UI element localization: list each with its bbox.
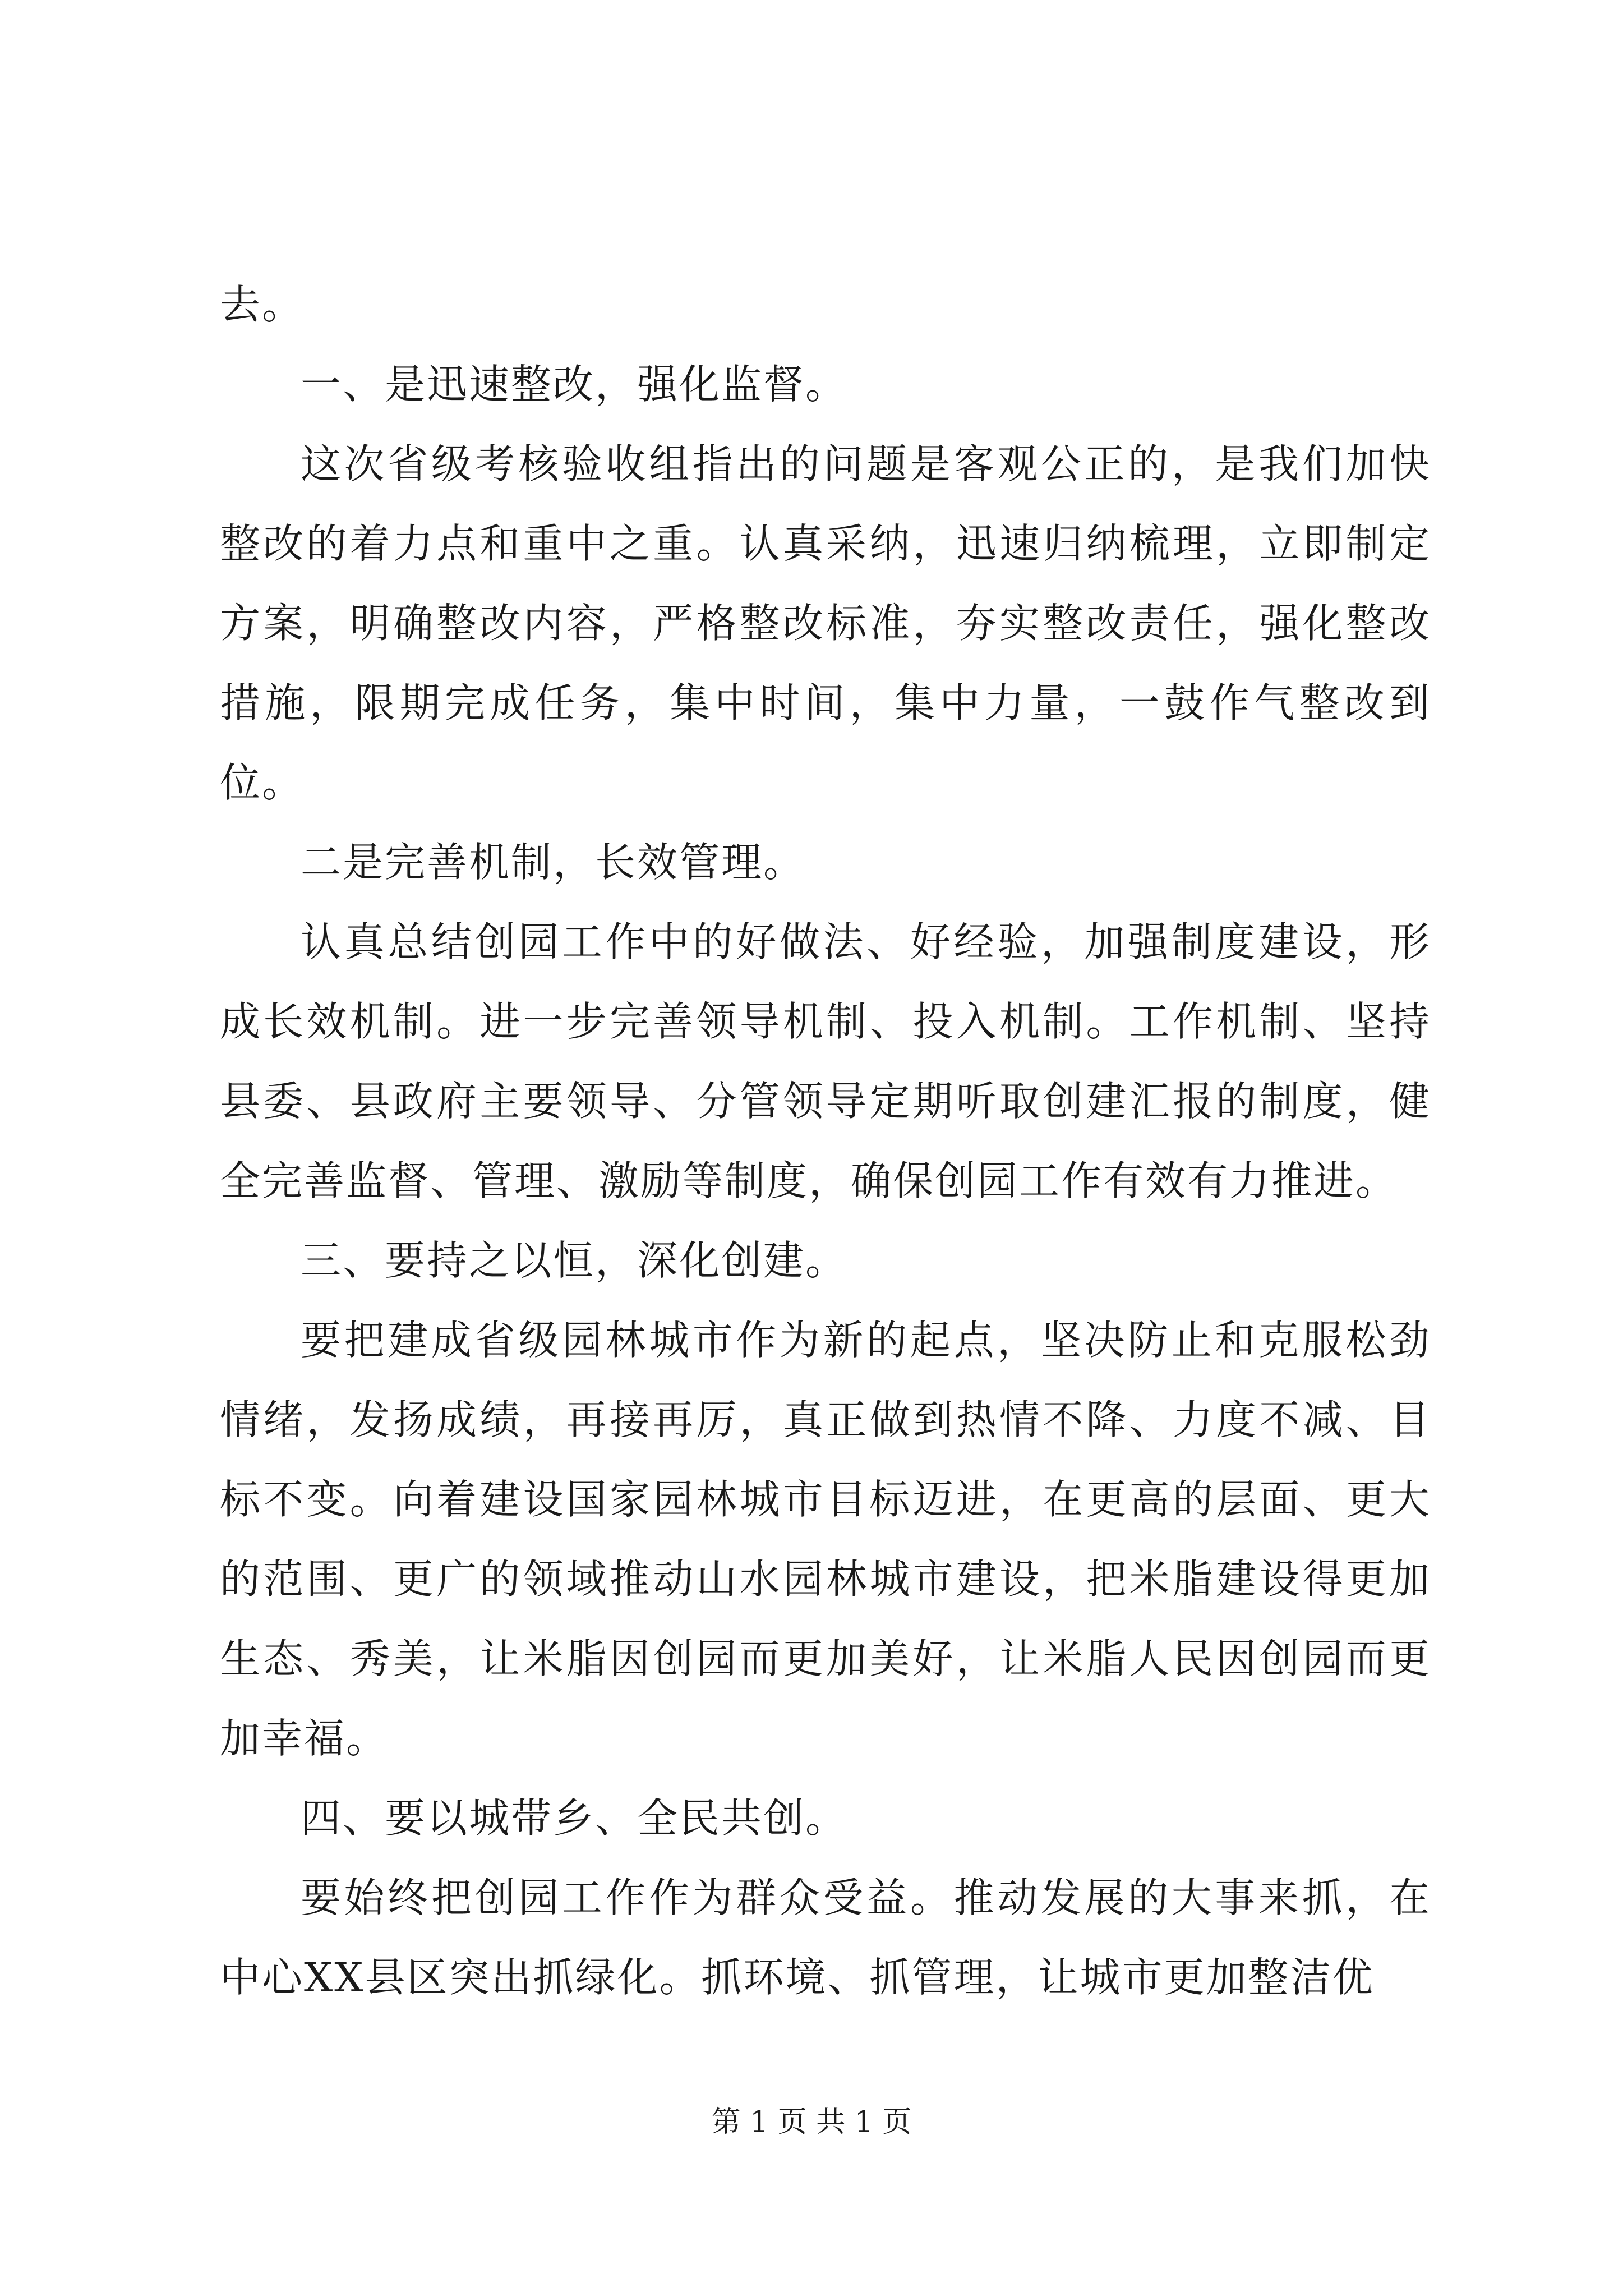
paragraph-8: 要始终把创园工作作为群众受益。推动发展的大事来抓，在中心XX县区突出抓绿化。抓环境、抓管理，让城市更加整洁优: [220, 1874, 1431, 2001]
paragraph-3-heading: 二是完善机制，长效管理。: [301, 839, 806, 886]
paragraph-1-heading: 一、是迅速整改，强化监督。: [301, 361, 848, 408]
paragraph-4: 认真总结创园工作中的好做法、好经验，加强制度建设，形成长效机制。进一步完善领导机制、投入机制。工作机制、坚持县委、县政府主要领导、分管领导定期听取创建汇报的制度，健全完善监督、管理、激励等制度，确保创园工作有效有力推进。: [220, 918, 1431, 1204]
page-footer: 第 1 页 共 1 页: [711, 2105, 912, 2139]
paragraph-7-heading: 四、要以城带乡、全民共创。: [301, 1795, 848, 1842]
paragraph-6: 要把建成省级园林城市作为新的起点，坚决防止和克服松劲情绪，发扬成绩，再接再厉，真正做到热情不降、力度不减、目标不变。向着建设国家园林城市目标迈进，在更高的层面、更大的范围、更广的领域推动山水园林城市建设，把米脂建设得更加生态、秀美，让米脂因创园而更加美好，让米脂人民因创园而更加幸福。: [220, 1317, 1431, 1762]
paragraph-2: 这次省级考核验收组指出的问题是客观公正的，是我们加快整改的着力点和重中之重。认真采纳，迅速归纳梳理，立即制定方案，明确整改内容，严格整改标准，夯实整改责任，强化整改措施，限期完成任务，集中时间，集中力量，一鼓作气整改到位。: [220, 440, 1431, 806]
paragraph-5-heading: 三、要持之以恒，深化创建。: [301, 1237, 848, 1284]
document-body: [220, 265, 1431, 2017]
paragraph-0: 去。: [220, 281, 305, 328]
